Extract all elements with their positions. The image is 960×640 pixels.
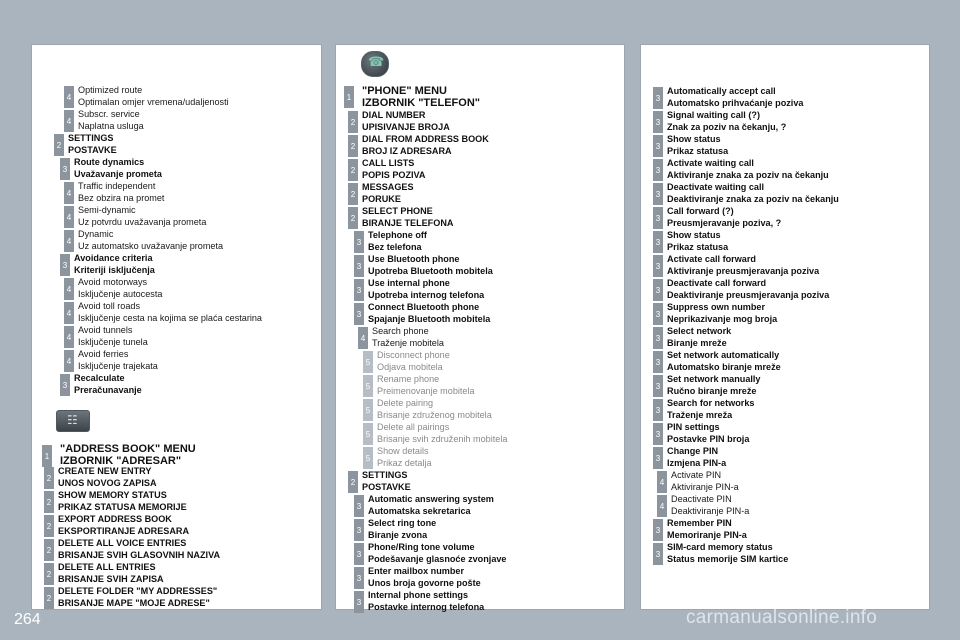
menu-item-text <box>362 158 426 181</box>
menu-item-label-hr: BRISANJE MAPE "MOJE ADRESE" <box>58 597 210 608</box>
menu-level-badge: 3 <box>653 111 663 133</box>
menu-item-text <box>377 374 475 397</box>
menu-item-text <box>368 590 484 613</box>
menu-item-text <box>671 494 749 517</box>
menu-item-label-hr: PRIKAZ STATUSA MEMORIJE <box>58 501 187 512</box>
menu-item-label-hr: BIRANJE TELEFONA <box>362 217 454 228</box>
menu-level-badge: 3 <box>653 87 663 109</box>
menu-item-label-hr: Status memorije SIM kartice <box>667 553 789 564</box>
menu-item-label-hr: Preračunavanje <box>74 384 142 395</box>
menu-item-text <box>362 182 414 205</box>
menu-level-badge: 2 <box>348 183 358 205</box>
menu-level-badge: 5 <box>363 399 373 421</box>
menu-level-badge: 2 <box>348 135 358 157</box>
menu-item-label-hr: Automatsko prihvaćanje poziva <box>667 97 804 108</box>
menu-item-label-en: Remember PIN <box>667 518 732 528</box>
menu-item-label-hr: Isključenje autocesta <box>78 288 163 299</box>
menu-level-badge: 2 <box>348 207 358 229</box>
menu-item-label-en: Activate call forward <box>667 254 756 264</box>
menu-item-text <box>667 134 728 157</box>
menu-item-label-en: Traffic independent <box>78 181 156 191</box>
menu-item-label-en: Show details <box>377 446 429 456</box>
menu-level-badge: 4 <box>64 110 74 132</box>
menu-item-text <box>58 562 164 585</box>
menu-level-badge: 3 <box>60 158 70 180</box>
menu-item-text <box>667 254 819 277</box>
menu-item-label-hr: POSTAVKE <box>68 144 117 155</box>
menu-item-label-en: Optimized route <box>78 85 143 95</box>
menu-level-badge: 3 <box>653 207 663 229</box>
menu-item-label-en: DIAL FROM ADDRESS BOOK <box>362 134 489 144</box>
menu-item-text <box>362 134 489 157</box>
menu-item-text <box>671 470 739 493</box>
menu-item-text <box>667 230 728 253</box>
menu-item-label-en: SETTINGS <box>362 470 408 480</box>
menu-level-badge: 3 <box>653 351 663 373</box>
address-menu-level: 1 <box>42 445 52 467</box>
menu-item-label-hr: Upotreba Bluetooth mobitela <box>368 265 493 276</box>
menu-item-text <box>78 349 158 372</box>
menu-item-label-en: SHOW MEMORY STATUS <box>58 490 167 500</box>
menu-item-label-hr: Naplatna usluga <box>78 120 144 131</box>
menu-item-label-hr: Aktiviranje znaka za poziv na čekanju <box>667 169 829 180</box>
menu-level-badge: 2 <box>348 471 358 493</box>
menu-item-text <box>368 566 481 589</box>
menu-item-label-hr: Biranje mreže <box>667 337 727 348</box>
menu-item-text <box>667 86 803 109</box>
menu-level-badge: 4 <box>64 230 74 252</box>
menu-item-text <box>377 350 450 373</box>
menu-item-label-hr: Ručno biranje mreže <box>667 385 757 396</box>
menu-item-label-hr: Prikaz detalja <box>377 457 432 468</box>
menu-item-text <box>78 277 162 300</box>
phone-panel <box>335 44 625 610</box>
menu-item-label-en: DIAL NUMBER <box>362 110 426 120</box>
menu-item-text <box>74 373 142 396</box>
menu-item-label-en: Automatic answering system <box>368 494 494 504</box>
menu-item-text <box>377 422 507 445</box>
menu-item-label-hr: UPISIVANJE BROJA <box>362 121 450 132</box>
menu-item-label-en: Semi-dynamic <box>78 205 136 215</box>
menu-level-badge: 2 <box>44 563 54 585</box>
menu-item-label-en: Delete pairing <box>377 398 434 408</box>
menu-item-label-hr: Upotreba internog telefona <box>368 289 485 300</box>
menu-item-label-en: Set network automatically <box>667 350 780 360</box>
menu-level-badge: 4 <box>358 327 368 349</box>
menu-item-label-en: Search phone <box>372 326 429 336</box>
menu-item-label-hr: Preimenovanje mobitela <box>377 385 475 396</box>
menu-item-label-hr: Automatska sekretarica <box>368 505 471 516</box>
menu-item-label-en: Avoid tunnels <box>78 325 133 335</box>
menu-item-label-hr: Kriteriji isključenja <box>74 264 155 275</box>
menu-item-text <box>58 538 220 561</box>
menu-item-label-hr: Neprikazivanje mog broja <box>667 313 778 324</box>
menu-item-label-en: Signal waiting call (?) <box>667 110 760 120</box>
menu-level-badge: 3 <box>354 255 364 277</box>
watermark: carmanualsonline.info <box>686 607 878 628</box>
menu-item-label-hr: Izmjena PIN-a <box>667 457 727 468</box>
menu-item-label-en: Telephone off <box>368 230 427 240</box>
menu-level-badge: 3 <box>653 183 663 205</box>
address-book-icon <box>56 410 90 432</box>
menu-item-label-en: Automatically accept call <box>667 86 776 96</box>
menu-item-text <box>58 490 187 513</box>
menu-item-label-hr: POSTAVKE <box>362 481 411 492</box>
menu-item-label-en: PIN settings <box>667 422 720 432</box>
menu-item-text <box>362 470 411 493</box>
menu-item-label-hr: PORUKE <box>362 193 401 204</box>
menu-item-label-hr: BROJ IZ ADRESARA <box>362 145 452 156</box>
menu-level-badge: 2 <box>348 111 358 133</box>
menu-item-text <box>667 350 781 373</box>
menu-item-text <box>74 253 155 276</box>
menu-item-label-en: Activate waiting call <box>667 158 754 168</box>
menu-item-text <box>667 278 829 301</box>
menu-item-label-en: DELETE FOLDER "MY ADDRESSES" <box>58 586 218 596</box>
menu-item-label-en: CALL LISTS <box>362 158 415 168</box>
menu-level-badge: 4 <box>64 182 74 204</box>
menu-item-label-hr: Brisanje svih združenih mobitela <box>377 433 508 444</box>
menu-level-badge: 2 <box>44 515 54 537</box>
menu-item-text <box>68 133 117 156</box>
menu-item-label-en: Show status <box>667 230 721 240</box>
address-book-menu-title: "ADDRESS BOOK" MENU IZBORNIK "ADRESAR" <box>60 443 196 467</box>
menu-item-label-en: Avoidance criteria <box>74 253 153 263</box>
menu-item-label-hr: Bez telefona <box>368 241 422 252</box>
menu-level-badge: 3 <box>653 255 663 277</box>
menu-item-label-en: Dynamic <box>78 229 114 239</box>
menu-item-label-en: DELETE ALL ENTRIES <box>58 562 156 572</box>
menu-item-label-en: Subscr. service <box>78 109 140 119</box>
menu-item-label-en: Deactivate PIN <box>671 494 732 504</box>
menu-level-badge: 4 <box>657 495 667 517</box>
menu-item-label-en: Internal phone settings <box>368 590 469 600</box>
menu-item-label-en: Use internal phone <box>368 278 450 288</box>
menu-item-label-hr: Podešavanje glasnoće zvonjave <box>368 553 507 564</box>
menu-item-label-en: Phone/Ring tone volume <box>368 542 475 552</box>
phone-icon <box>361 51 389 77</box>
menu-item-label-hr: Aktiviranje PIN-a <box>671 481 739 492</box>
menu-item-text <box>377 398 492 421</box>
menu-item-text <box>377 446 432 469</box>
menu-item-label-hr: BRISANJE SVIH GLASOVNIH NAZIVA <box>58 549 221 560</box>
menu-item-label-en: Avoid ferries <box>78 349 129 359</box>
menu-level-badge: 3 <box>653 375 663 397</box>
menu-item-text <box>667 182 839 205</box>
menu-item-label-en: SIM-card memory status <box>667 542 773 552</box>
menu-item-text <box>74 157 162 180</box>
menu-item-label-hr: Biranje zvona <box>368 529 428 540</box>
menu-level-badge: 3 <box>60 254 70 276</box>
menu-item-label-en: Suppress own number <box>667 302 766 312</box>
menu-level-badge: 3 <box>653 303 663 325</box>
menu-level-badge: 3 <box>354 303 364 325</box>
menu-item-text <box>667 302 777 325</box>
menu-item-text <box>368 302 490 325</box>
menu-item-label-hr: UNOS NOVOG ZAPISA <box>58 477 157 488</box>
menu-item-text <box>58 466 157 489</box>
menu-item-text <box>368 278 484 301</box>
page-number: 264 <box>14 611 41 628</box>
menu-level-badge: 3 <box>653 423 663 445</box>
menu-item-label-en: Deactivate waiting call <box>667 182 765 192</box>
menu-item-label-hr: EKSPORTIRANJE ADRESARA <box>58 525 190 536</box>
menu-item-text <box>368 494 494 517</box>
menu-level-badge: 3 <box>653 399 663 421</box>
menu-item-label-en: Recalculate <box>74 373 125 383</box>
menu-level-badge: 3 <box>653 279 663 301</box>
menu-item-label-en: Disconnect phone <box>377 350 450 360</box>
menu-level-badge: 3 <box>354 495 364 517</box>
menu-item-label-hr: Uvažavanje prometa <box>74 168 162 179</box>
menu-item-label-en: Delete all pairings <box>377 422 450 432</box>
menu-item-text <box>368 542 507 565</box>
menu-item-label-hr: Deaktiviranje preusmjeravanja poziva <box>667 289 830 300</box>
menu-item-label-en: Call forward (?) <box>667 206 734 216</box>
menu-level-badge: 3 <box>354 543 364 565</box>
menu-level-badge: 3 <box>354 519 364 541</box>
menu-item-text <box>667 542 788 565</box>
menu-item-label-en: Search for networks <box>667 398 755 408</box>
menu-item-label-en: Route dynamics <box>74 157 145 167</box>
menu-item-label-hr: Spajanje Bluetooth mobitela <box>368 313 491 324</box>
menu-item-label-hr: Traženje mreža <box>667 409 733 420</box>
menu-item-label-hr: Prikaz statusa <box>667 145 729 156</box>
menu-item-text <box>78 301 262 324</box>
menu-item-text <box>667 374 761 397</box>
menu-level-badge: 2 <box>44 539 54 561</box>
menu-item-text <box>667 206 781 229</box>
menu-level-badge: 2 <box>44 491 54 513</box>
menu-item-label-en: Enter mailbox number <box>368 566 465 576</box>
menu-item-text <box>667 326 731 349</box>
menu-item-label-hr: Traženje mobitela <box>372 337 444 348</box>
menu-item-label-hr: Aktiviranje preusmjeravanja poziva <box>667 265 820 276</box>
menu-item-label-hr: Bez obzira na promet <box>78 192 165 203</box>
menu-level-badge: 4 <box>64 350 74 372</box>
menu-item-label-en: Select network <box>667 326 732 336</box>
menu-item-label-hr: Odjava mobitela <box>377 361 443 372</box>
menu-item-label-hr: Postavke PIN broja <box>667 433 750 444</box>
menu-level-badge: 4 <box>64 206 74 228</box>
menu-level-badge: 5 <box>363 423 373 445</box>
menu-item-label-hr: Brisanje združenog mobitela <box>377 409 492 420</box>
menu-item-label-hr: Memoriranje PIN-a <box>667 529 747 540</box>
menu-item-text <box>78 325 148 348</box>
menu-item-label-en: Connect Bluetooth phone <box>368 302 480 312</box>
menu-level-badge: 5 <box>363 447 373 469</box>
menu-item-text <box>78 205 206 228</box>
menu-level-badge: 3 <box>653 135 663 157</box>
menu-item-text <box>78 229 223 252</box>
call-settings-panel <box>640 44 930 610</box>
menu-item-text <box>667 158 829 181</box>
menu-item-label-en: DELETE ALL VOICE ENTRIES <box>58 538 187 548</box>
menu-item-label-en: Change PIN <box>667 446 719 456</box>
menu-item-label-en: SELECT PHONE <box>362 206 433 216</box>
menu-item-label-en: Show status <box>667 134 721 144</box>
menu-item-text <box>78 181 164 204</box>
menu-item-text <box>372 326 444 349</box>
menu-level-badge: 3 <box>354 279 364 301</box>
menu-item-label-en: Set network manually <box>667 374 761 384</box>
menu-level-badge: 4 <box>64 326 74 348</box>
menu-level-badge: 2 <box>54 134 64 156</box>
menu-item-label-en: Avoid motorways <box>78 277 148 287</box>
phone-menu-level: 1 <box>344 86 354 108</box>
menu-item-label-hr: Prikaz statusa <box>667 241 729 252</box>
menu-item-label-hr: Isključenje tunela <box>78 336 148 347</box>
menu-item-label-hr: Preusmjeravanje poziva, ? <box>667 217 782 228</box>
menu-level-badge: 3 <box>653 159 663 181</box>
menu-item-text <box>368 518 436 541</box>
menu-item-text <box>58 514 189 537</box>
menu-item-text <box>667 398 754 421</box>
menu-item-label-en: EXPORT ADDRESS BOOK <box>58 514 172 524</box>
menu-item-label-hr: Deaktiviranje PIN-a <box>671 505 750 516</box>
menu-item-label-hr: POPIS POZIVA <box>362 169 426 180</box>
menu-level-badge: 5 <box>363 351 373 373</box>
menu-level-badge: 3 <box>60 374 70 396</box>
phone-menu-title: "PHONE" MENU IZBORNIK "TELEFON" <box>362 85 480 109</box>
menu-item-text <box>667 518 747 541</box>
menu-level-badge: 4 <box>657 471 667 493</box>
menu-item-label-hr: BRISANJE SVIH ZAPISA <box>58 573 164 584</box>
menu-item-label-hr: Isključenje cesta na kojima se plaća cestarina <box>78 312 262 323</box>
menu-item-label-en: CREATE NEW ENTRY <box>58 466 152 476</box>
menu-level-badge: 3 <box>354 567 364 589</box>
menu-item-text <box>362 110 450 133</box>
menu-item-text <box>78 109 144 132</box>
menu-item-text <box>667 110 786 133</box>
menu-level-badge: 5 <box>363 375 373 397</box>
menu-item-label-hr: Deaktiviranje znaka za poziv na čekanju <box>667 193 839 204</box>
menu-level-badge: 3 <box>653 327 663 349</box>
menu-item-text <box>368 254 493 277</box>
menu-item-label-en: Rename phone <box>377 374 440 384</box>
navigation-panel <box>31 44 322 610</box>
menu-level-badge: 2 <box>348 159 358 181</box>
menu-level-badge: 4 <box>64 278 74 300</box>
menu-item-label-en: Use Bluetooth phone <box>368 254 460 264</box>
menu-item-label-en: SETTINGS <box>68 133 114 143</box>
menu-level-badge: 3 <box>354 231 364 253</box>
menu-item-label-hr: Unos broja govorne pošte <box>368 577 481 588</box>
menu-item-label-en: Deactivate call forward <box>667 278 767 288</box>
menu-level-badge: 3 <box>653 519 663 541</box>
menu-level-badge: 2 <box>44 467 54 489</box>
menu-item-label-hr: Uz potvrdu uvažavanja prometa <box>78 216 207 227</box>
menu-item-label-en: Select ring tone <box>368 518 437 528</box>
menu-item-text <box>368 230 427 253</box>
menu-item-text <box>78 85 229 108</box>
menu-item-label-en: Avoid toll roads <box>78 301 141 311</box>
menu-item-label-hr: Uz automatsko uvažavanje prometa <box>78 240 224 251</box>
menu-item-text <box>58 586 217 609</box>
menu-item-label-hr: Isključenje trajekata <box>78 360 158 371</box>
menu-item-text <box>667 422 749 445</box>
menu-level-badge: 3 <box>653 447 663 469</box>
menu-item-label-hr: Automatsko biranje mreže <box>667 361 781 372</box>
menu-item-label-en: Activate PIN <box>671 470 722 480</box>
menu-level-badge: 3 <box>653 231 663 253</box>
menu-item-text <box>362 206 453 229</box>
menu-item-label-hr: Znak za poziv na čekanju, ? <box>667 121 787 132</box>
menu-level-badge: 3 <box>354 591 364 613</box>
menu-level-badge: 3 <box>653 543 663 565</box>
menu-level-badge: 4 <box>64 86 74 108</box>
menu-level-badge: 2 <box>44 587 54 609</box>
menu-item-label-hr: Postavke internog telefona <box>368 601 485 612</box>
menu-item-label-hr: Optimalan omjer vremena/udaljenosti <box>78 96 229 107</box>
menu-item-label-en: MESSAGES <box>362 182 414 192</box>
menu-level-badge: 4 <box>64 302 74 324</box>
menu-item-text <box>667 446 726 469</box>
